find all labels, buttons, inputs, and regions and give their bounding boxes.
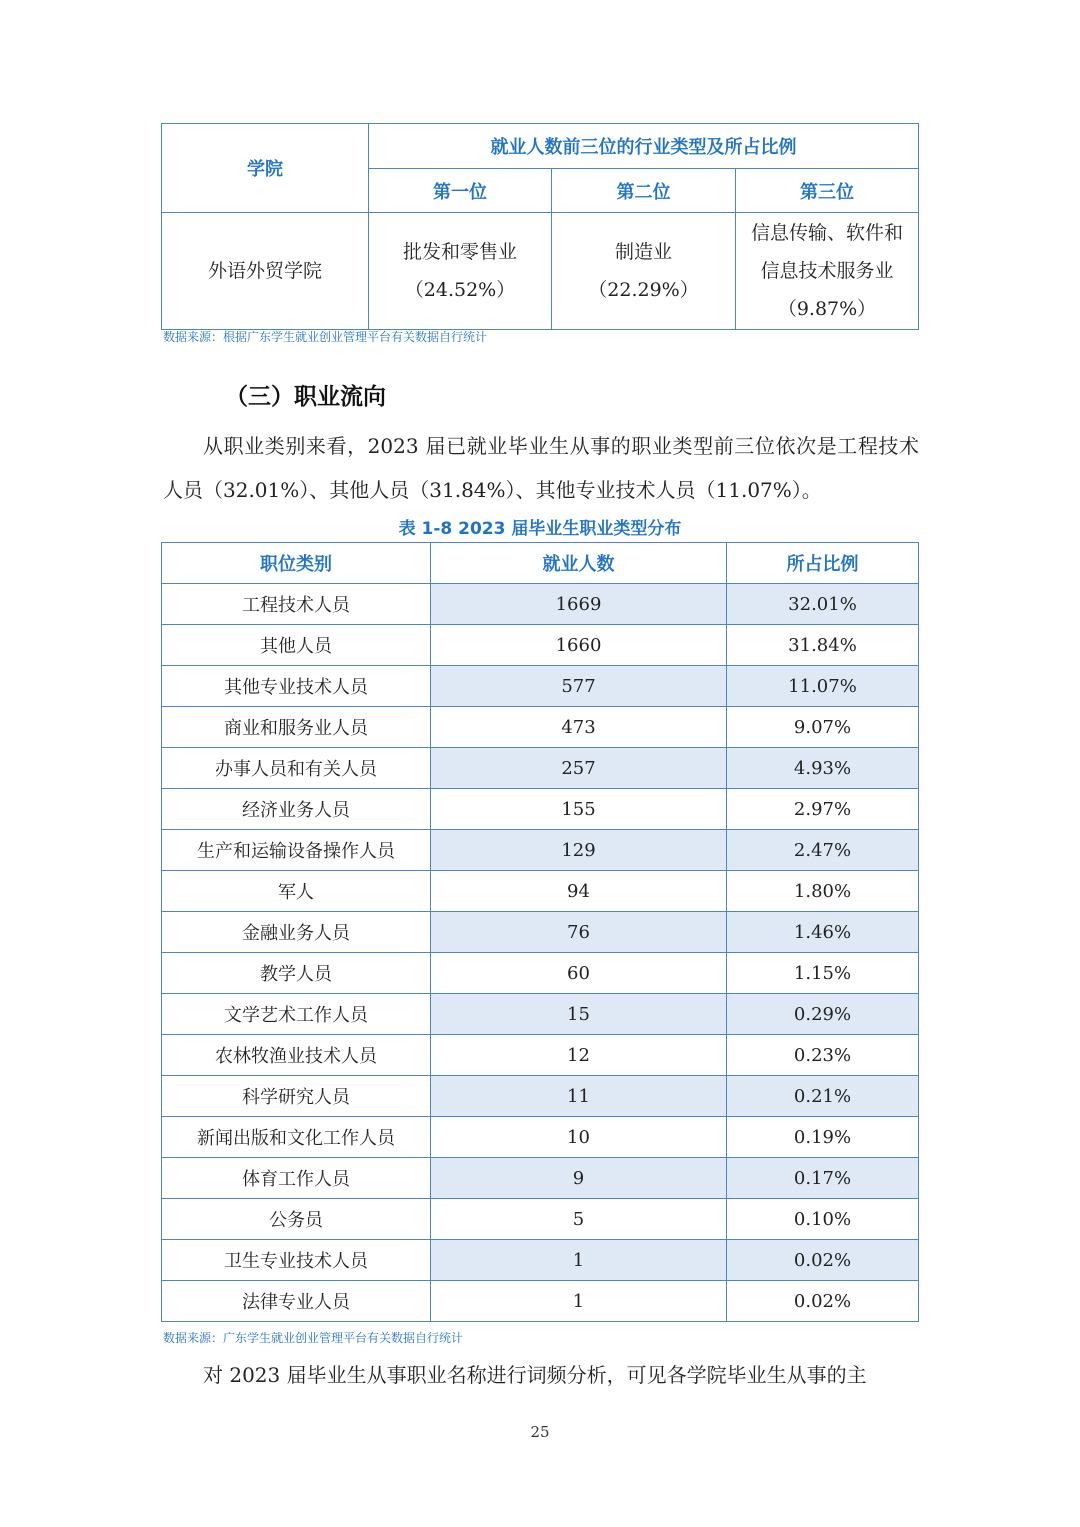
occupation-cell: 农林牧渔业技术人员 bbox=[162, 1035, 431, 1076]
table-row bbox=[162, 1158, 919, 1199]
percent-cell: 31.84% bbox=[727, 625, 919, 666]
occupation-cell: 其他专业技术人员 bbox=[162, 666, 431, 707]
first-industry-cell bbox=[369, 213, 552, 330]
occupation-cell: 新闻出版和文化工作人员 bbox=[162, 1117, 431, 1158]
table-row bbox=[162, 625, 919, 666]
section-title: （三）职业流向 bbox=[225, 384, 386, 410]
table-row bbox=[162, 748, 919, 789]
percent-cell: 1.15% bbox=[727, 953, 919, 994]
header-occupation: 职位类别 bbox=[162, 543, 431, 584]
occupation-cell: 教学人员 bbox=[162, 953, 431, 994]
col-college-header: 学院 bbox=[162, 124, 369, 213]
percent-cell: 0.02% bbox=[727, 1281, 919, 1322]
table-row bbox=[162, 953, 919, 994]
count-cell: 1 bbox=[431, 1240, 727, 1281]
table-row bbox=[162, 1076, 919, 1117]
percent-cell: 11.07% bbox=[727, 666, 919, 707]
percent-cell: 0.19% bbox=[727, 1117, 919, 1158]
table-row bbox=[162, 1281, 919, 1322]
second-industry-pct: （22.29%） bbox=[588, 279, 699, 301]
occupation-cell: 金融业务人员 bbox=[162, 912, 431, 953]
first-industry-name: 批发和零售业 bbox=[402, 241, 517, 263]
count-cell: 577 bbox=[431, 666, 727, 707]
occupation-table-source: 数据来源：广东学生就业创业管理平台有关数据自行统计 bbox=[163, 1331, 464, 1345]
percent-cell: 2.47% bbox=[727, 830, 919, 871]
count-cell: 12 bbox=[431, 1035, 727, 1076]
count-cell: 1669 bbox=[431, 584, 727, 625]
count-cell: 94 bbox=[431, 871, 727, 912]
third-industry-name-line2: 信息技术服务业 bbox=[760, 260, 894, 282]
table-row bbox=[162, 584, 919, 625]
percent-cell: 1.46% bbox=[727, 912, 919, 953]
percent-cell: 4.93% bbox=[727, 748, 919, 789]
count-cell: 129 bbox=[431, 830, 727, 871]
table-row bbox=[162, 912, 919, 953]
percent-cell: 1.80% bbox=[727, 871, 919, 912]
occupation-cell: 商业和服务业人员 bbox=[162, 707, 431, 748]
third-industry-name-line1: 信息传输、软件和 bbox=[750, 222, 903, 244]
count-cell: 155 bbox=[431, 789, 727, 830]
count-cell: 1660 bbox=[431, 625, 727, 666]
table-row bbox=[162, 994, 919, 1035]
industry-table-source: 数据来源：根据广东学生就业创业管理平台有关数据自行统计 bbox=[163, 330, 488, 344]
table-row bbox=[162, 789, 919, 830]
header-count: 就业人数 bbox=[431, 543, 727, 584]
occupation-cell: 法律专业人员 bbox=[162, 1281, 431, 1322]
occupation-cell: 其他人员 bbox=[162, 625, 431, 666]
count-cell: 5 bbox=[431, 1199, 727, 1240]
table-row bbox=[162, 1035, 919, 1076]
third-industry-pct: （9.87%） bbox=[777, 298, 877, 320]
count-cell: 60 bbox=[431, 953, 727, 994]
percent-cell: 32.01% bbox=[727, 584, 919, 625]
occupation-cell: 工程技术人员 bbox=[162, 584, 431, 625]
industry-table bbox=[161, 123, 919, 330]
percent-cell: 0.17% bbox=[727, 1158, 919, 1199]
header-percent: 所占比例 bbox=[727, 543, 919, 584]
percent-cell: 0.10% bbox=[727, 1199, 919, 1240]
occupation-cell: 公务员 bbox=[162, 1199, 431, 1240]
occupation-cell: 文学艺术工作人员 bbox=[162, 994, 431, 1035]
percent-cell: 2.97% bbox=[727, 789, 919, 830]
occupation-cell: 生产和运输设备操作人员 bbox=[162, 830, 431, 871]
count-cell: 257 bbox=[431, 748, 727, 789]
table-row bbox=[162, 1199, 919, 1240]
paragraph-occupation-summary: 从职业类别来看，2023 届已就业毕业生从事的职业类型前三位依次是工程技术人员（32.01%）、其他人员（31.84%）、其他专业技术人员（11.07%）。 bbox=[163, 434, 919, 502]
col-second-header: 第二位 bbox=[552, 169, 736, 213]
count-cell: 9 bbox=[431, 1158, 727, 1199]
count-cell: 10 bbox=[431, 1117, 727, 1158]
percent-cell: 9.07% bbox=[727, 707, 919, 748]
percent-cell: 0.21% bbox=[727, 1076, 919, 1117]
occupation-cell: 体育工作人员 bbox=[162, 1158, 431, 1199]
table-row bbox=[162, 666, 919, 707]
occupation-cell: 军人 bbox=[162, 871, 431, 912]
occupation-cell: 办事人员和有关人员 bbox=[162, 748, 431, 789]
table-row bbox=[162, 1240, 919, 1281]
second-industry-cell bbox=[552, 213, 736, 330]
third-industry-cell bbox=[736, 213, 919, 330]
percent-cell: 0.02% bbox=[727, 1240, 919, 1281]
count-cell: 1 bbox=[431, 1281, 727, 1322]
col-third-header: 第三位 bbox=[736, 169, 919, 213]
occupation-cell: 科学研究人员 bbox=[162, 1076, 431, 1117]
occupation-table-caption: 表 1-8 2023 届毕业生职业类型分布 bbox=[398, 519, 682, 539]
col-group-header: 就业人数前三位的行业类型及所占比例 bbox=[369, 124, 919, 169]
occupation-cell: 经济业务人员 bbox=[162, 789, 431, 830]
paragraph-word-frequency: 对 2023 届毕业生从事职业名称进行词频分析，可见各学院毕业生从事的主 bbox=[203, 1363, 867, 1387]
occupation-cell: 卫生专业技术人员 bbox=[162, 1240, 431, 1281]
occupation-table bbox=[161, 542, 919, 1322]
table-row bbox=[162, 1117, 919, 1158]
page-number: 25 bbox=[530, 1423, 550, 1441]
table-row bbox=[162, 830, 919, 871]
percent-cell: 0.29% bbox=[727, 994, 919, 1035]
count-cell: 11 bbox=[431, 1076, 727, 1117]
col-first-header: 第一位 bbox=[369, 169, 552, 213]
second-industry-name: 制造业 bbox=[614, 241, 672, 263]
count-cell: 15 bbox=[431, 994, 727, 1035]
percent-cell: 0.23% bbox=[727, 1035, 919, 1076]
table-row bbox=[162, 707, 919, 748]
table-row bbox=[162, 871, 919, 912]
count-cell: 76 bbox=[431, 912, 727, 953]
first-industry-pct: （24.52%） bbox=[404, 279, 516, 301]
college-cell: 外语外贸学院 bbox=[162, 213, 369, 330]
count-cell: 473 bbox=[431, 707, 727, 748]
